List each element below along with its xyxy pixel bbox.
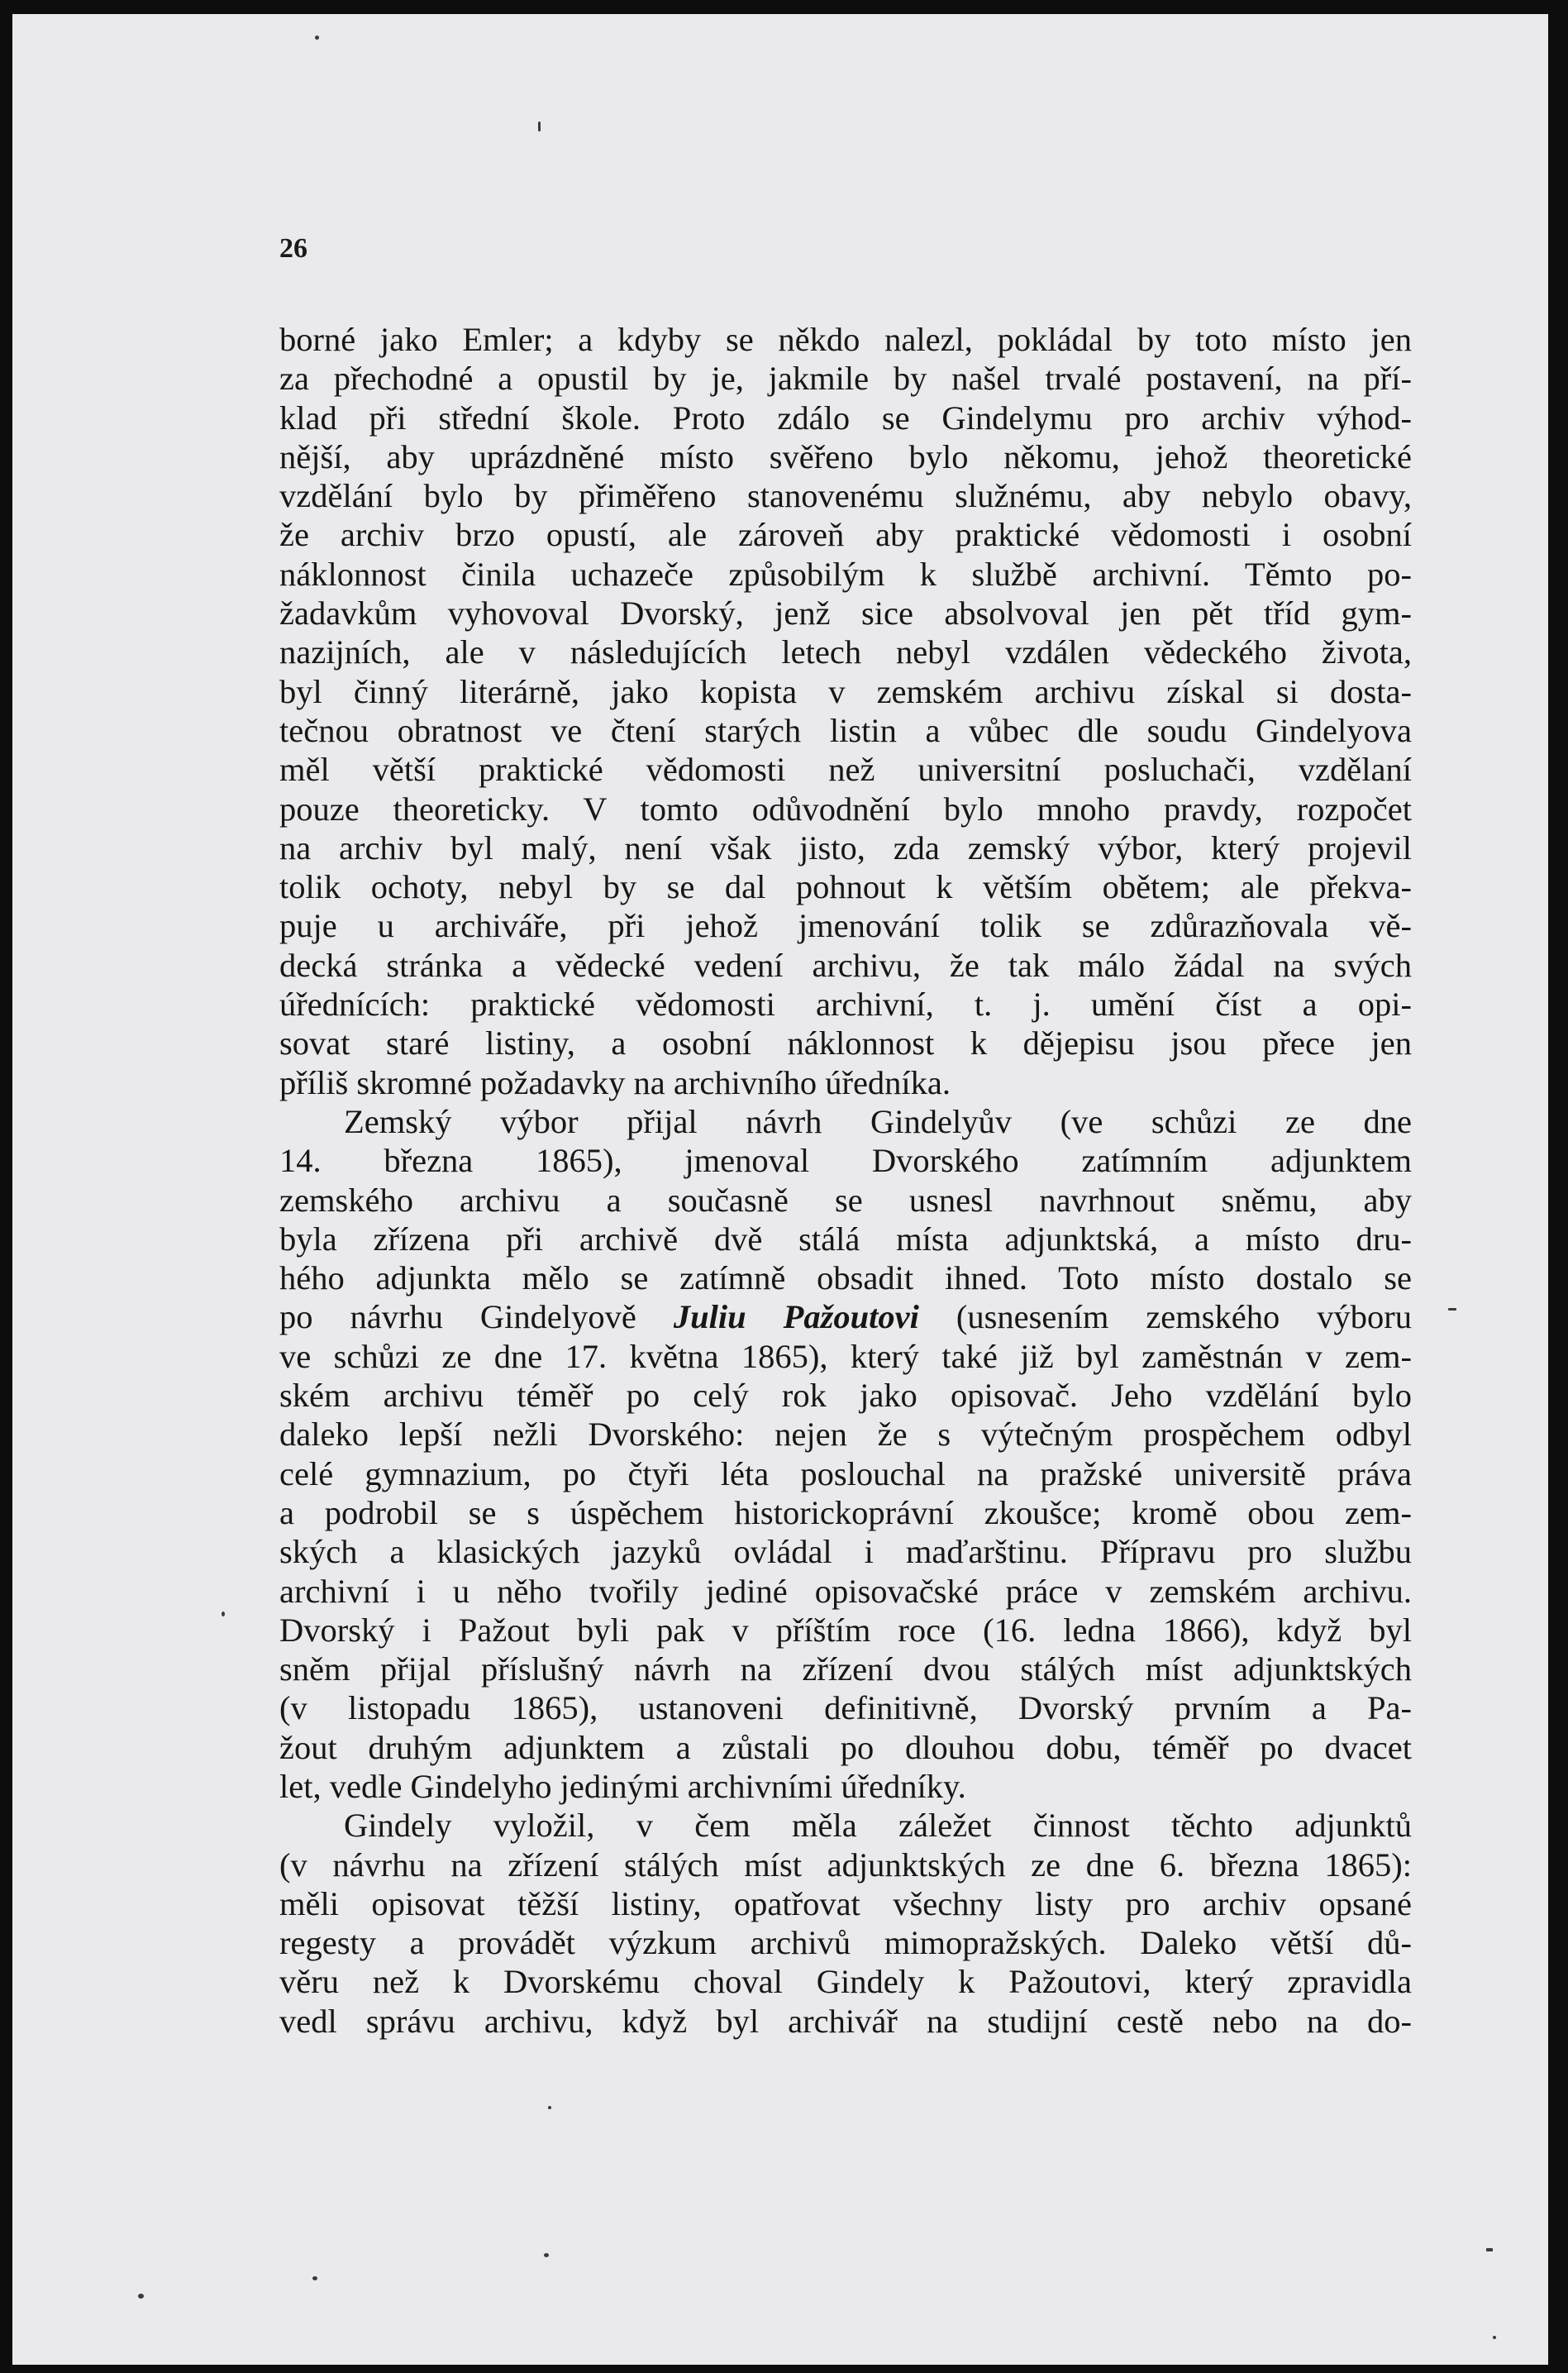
text-line: vedl správu archivu, když byl archivář na studijní cestě nebo na do- bbox=[279, 2002, 1412, 2040]
text-line: hého adjunkta mělo se zatímně obsadit ihned. Toto místo dostalo se bbox=[279, 1259, 1412, 1297]
text-line: že archiv brzo opustí, ale zároveň aby praktické vědomosti i osobní bbox=[279, 516, 1412, 554]
text-line: na archiv byl malý, není však jisto, zda zemský výbor, který projevil bbox=[279, 828, 1412, 867]
text-line: daleko lepší nežli Dvorského: nejen že s výtečným prospěchem odbyl bbox=[279, 1416, 1412, 1454]
body-text bbox=[279, 320, 1412, 2041]
text-line: za přechodné a opustil by je, jakmile by našel trvalé postavení, na pří- bbox=[279, 360, 1412, 398]
text-line: borné jako Emler; a kdyby se někdo nalezl, pokládal by toto místo jen bbox=[279, 321, 1412, 358]
text-line: Gindely vyložil, v čem měla záležet činnost těchto adjunktů bbox=[344, 1807, 1412, 1845]
text-line: zemského archivu a současně se usnesl navrhnout sněmu, aby bbox=[279, 1181, 1412, 1219]
text-line: vzdělání bylo by přiměřeno stanovenému služnému, aby nebylo obavy, bbox=[279, 477, 1412, 515]
text-fragment: (usnesením zemského výboru bbox=[918, 1298, 1412, 1336]
paragraph-1 bbox=[279, 320, 1412, 1102]
scan-speck bbox=[548, 2106, 551, 2109]
text-line: ských a klasických jazyků ovládal i maďarštinu. Přípravu pro službu bbox=[279, 1533, 1412, 1571]
scan-speck bbox=[138, 2294, 144, 2299]
text-line: Zemský výbor přijal návrh Gindelyův (ve schůzi ze dne bbox=[344, 1102, 1412, 1140]
text-line: úřednících: praktické vědomosti archivní, t. j. umění číst a opi- bbox=[279, 986, 1412, 1024]
text-line: byla zřízena při archivě dvě stálá místa adjunktská, a místo dru- bbox=[279, 1220, 1412, 1258]
text-line: (v listopadu 1865), ustanoveni definitivně, Dvorský prvním a Pa- bbox=[279, 1689, 1412, 1727]
text-line: celé gymnazium, po čtyři léta poslouchal na pražské universitě práva bbox=[279, 1454, 1412, 1492]
text-line: tolik ochoty, nebyl by se dal pohnout k větším obětem; ale překva- bbox=[279, 868, 1412, 906]
text-line-with-name bbox=[279, 1297, 1412, 1336]
page-number: 26 bbox=[279, 233, 307, 264]
scan-speck bbox=[1448, 1308, 1456, 1311]
text-line: let, vedle Gindelyho jedinými archivními úředníky. bbox=[279, 1767, 966, 1805]
text-line: Dvorský i Pažout byli pak v příštím roce (16. ledna 1866), když byl bbox=[279, 1611, 1412, 1649]
scan-speck bbox=[315, 36, 319, 40]
text-line: archivní i u něho tvořily jediné opisovačské práce v zemském archivu. bbox=[279, 1572, 1412, 1610]
scan-speck bbox=[1493, 2336, 1496, 2339]
text-line: decká stránka a vědecké vedení archivu, že tak málo žádal na svých bbox=[279, 946, 1412, 984]
scan-speck bbox=[312, 2276, 317, 2280]
scan-speck bbox=[544, 2253, 549, 2257]
text-line: náklonnost činila uchazeče způsobilým k službě archivní. Těmto po- bbox=[279, 555, 1412, 593]
text-fragment: po návrhu Gindelyově bbox=[279, 1298, 674, 1336]
text-line: a podrobil se s úspěchem historickoprávní zkoušce; kromě obou zem- bbox=[279, 1493, 1412, 1531]
paragraph-3 bbox=[279, 1806, 1412, 2041]
text-line: žadavkům vyhovoval Dvorský, jenž sice absolvoval jen pět tříd gym- bbox=[279, 594, 1412, 633]
scan-speck bbox=[222, 1611, 225, 1616]
text-line: ve schůzi ze dne 17. května 1865), který také již byl zaměstnán v zem- bbox=[279, 1337, 1412, 1375]
text-line: 14. března 1865), jmenoval Dvorského zatímním adjunktem bbox=[279, 1142, 1412, 1180]
scan-speck bbox=[1486, 2248, 1493, 2251]
text-line: nější, aby uprázdněné místo svěřeno bylo někomu, jehož theoretické bbox=[279, 437, 1412, 475]
text-line: sněm přijal příslušný návrh na zřízení dvou stálých míst adjunktských bbox=[279, 1650, 1412, 1688]
text-line: tečnou obratnost ve čtení starých listin a vůbec dle soudu Gindelyova bbox=[279, 711, 1412, 749]
text-line: věru než k Dvorskému choval Gindely k Pažoutovi, který zpravidla bbox=[279, 1963, 1412, 2001]
text-line: puje u archiváře, při jehož jmenování tolik se zdůrazňovala vě- bbox=[279, 907, 1412, 945]
text-line: ském archivu téměř po celý rok jako opisovač. Jeho vzdělání bylo bbox=[279, 1377, 1412, 1415]
text-line: byl činný literárně, jako kopista v zemském archivu získal si dosta- bbox=[279, 672, 1412, 710]
text-line: příliš skromné požadavky na archivního úředníka. bbox=[279, 1063, 951, 1101]
scan-speck bbox=[538, 122, 541, 131]
person-name-italic: Juliu Pažoutovi bbox=[673, 1298, 919, 1336]
paragraph-2 bbox=[279, 1102, 1412, 1806]
text-line: regesty a provádět výzkum archivů mimopražských. Daleko větší dů- bbox=[279, 1924, 1412, 1962]
text-line: sovat staré listiny, a osobní náklonnost k dějepisu jsou přece jen bbox=[279, 1024, 1412, 1062]
text-line: měli opisovat těžší listiny, opatřovat všechny listy pro archiv opsané bbox=[279, 1884, 1412, 1922]
text-line: pouze theoreticky. V tomto odůvodnění bylo mnoho pravdy, rozpočet bbox=[279, 790, 1412, 828]
text-line: nazijních, ale v následujících letech nebyl vzdálen vědeckého života, bbox=[279, 633, 1412, 671]
text-line: (v návrhu na zřízení stálých míst adjunktských ze dne 6. března 1865): bbox=[279, 1845, 1412, 1884]
book-page bbox=[12, 14, 1548, 2365]
text-line: měl větší praktické vědomosti než universitní posluchači, vzdělaní bbox=[279, 751, 1412, 789]
text-line: žout druhým adjunktem a zůstali po dlouhou dobu, téměř po dvacet bbox=[279, 1728, 1412, 1766]
text-line: klad při střední škole. Proto zdálo se Gindelymu pro archiv výhod- bbox=[279, 399, 1412, 437]
